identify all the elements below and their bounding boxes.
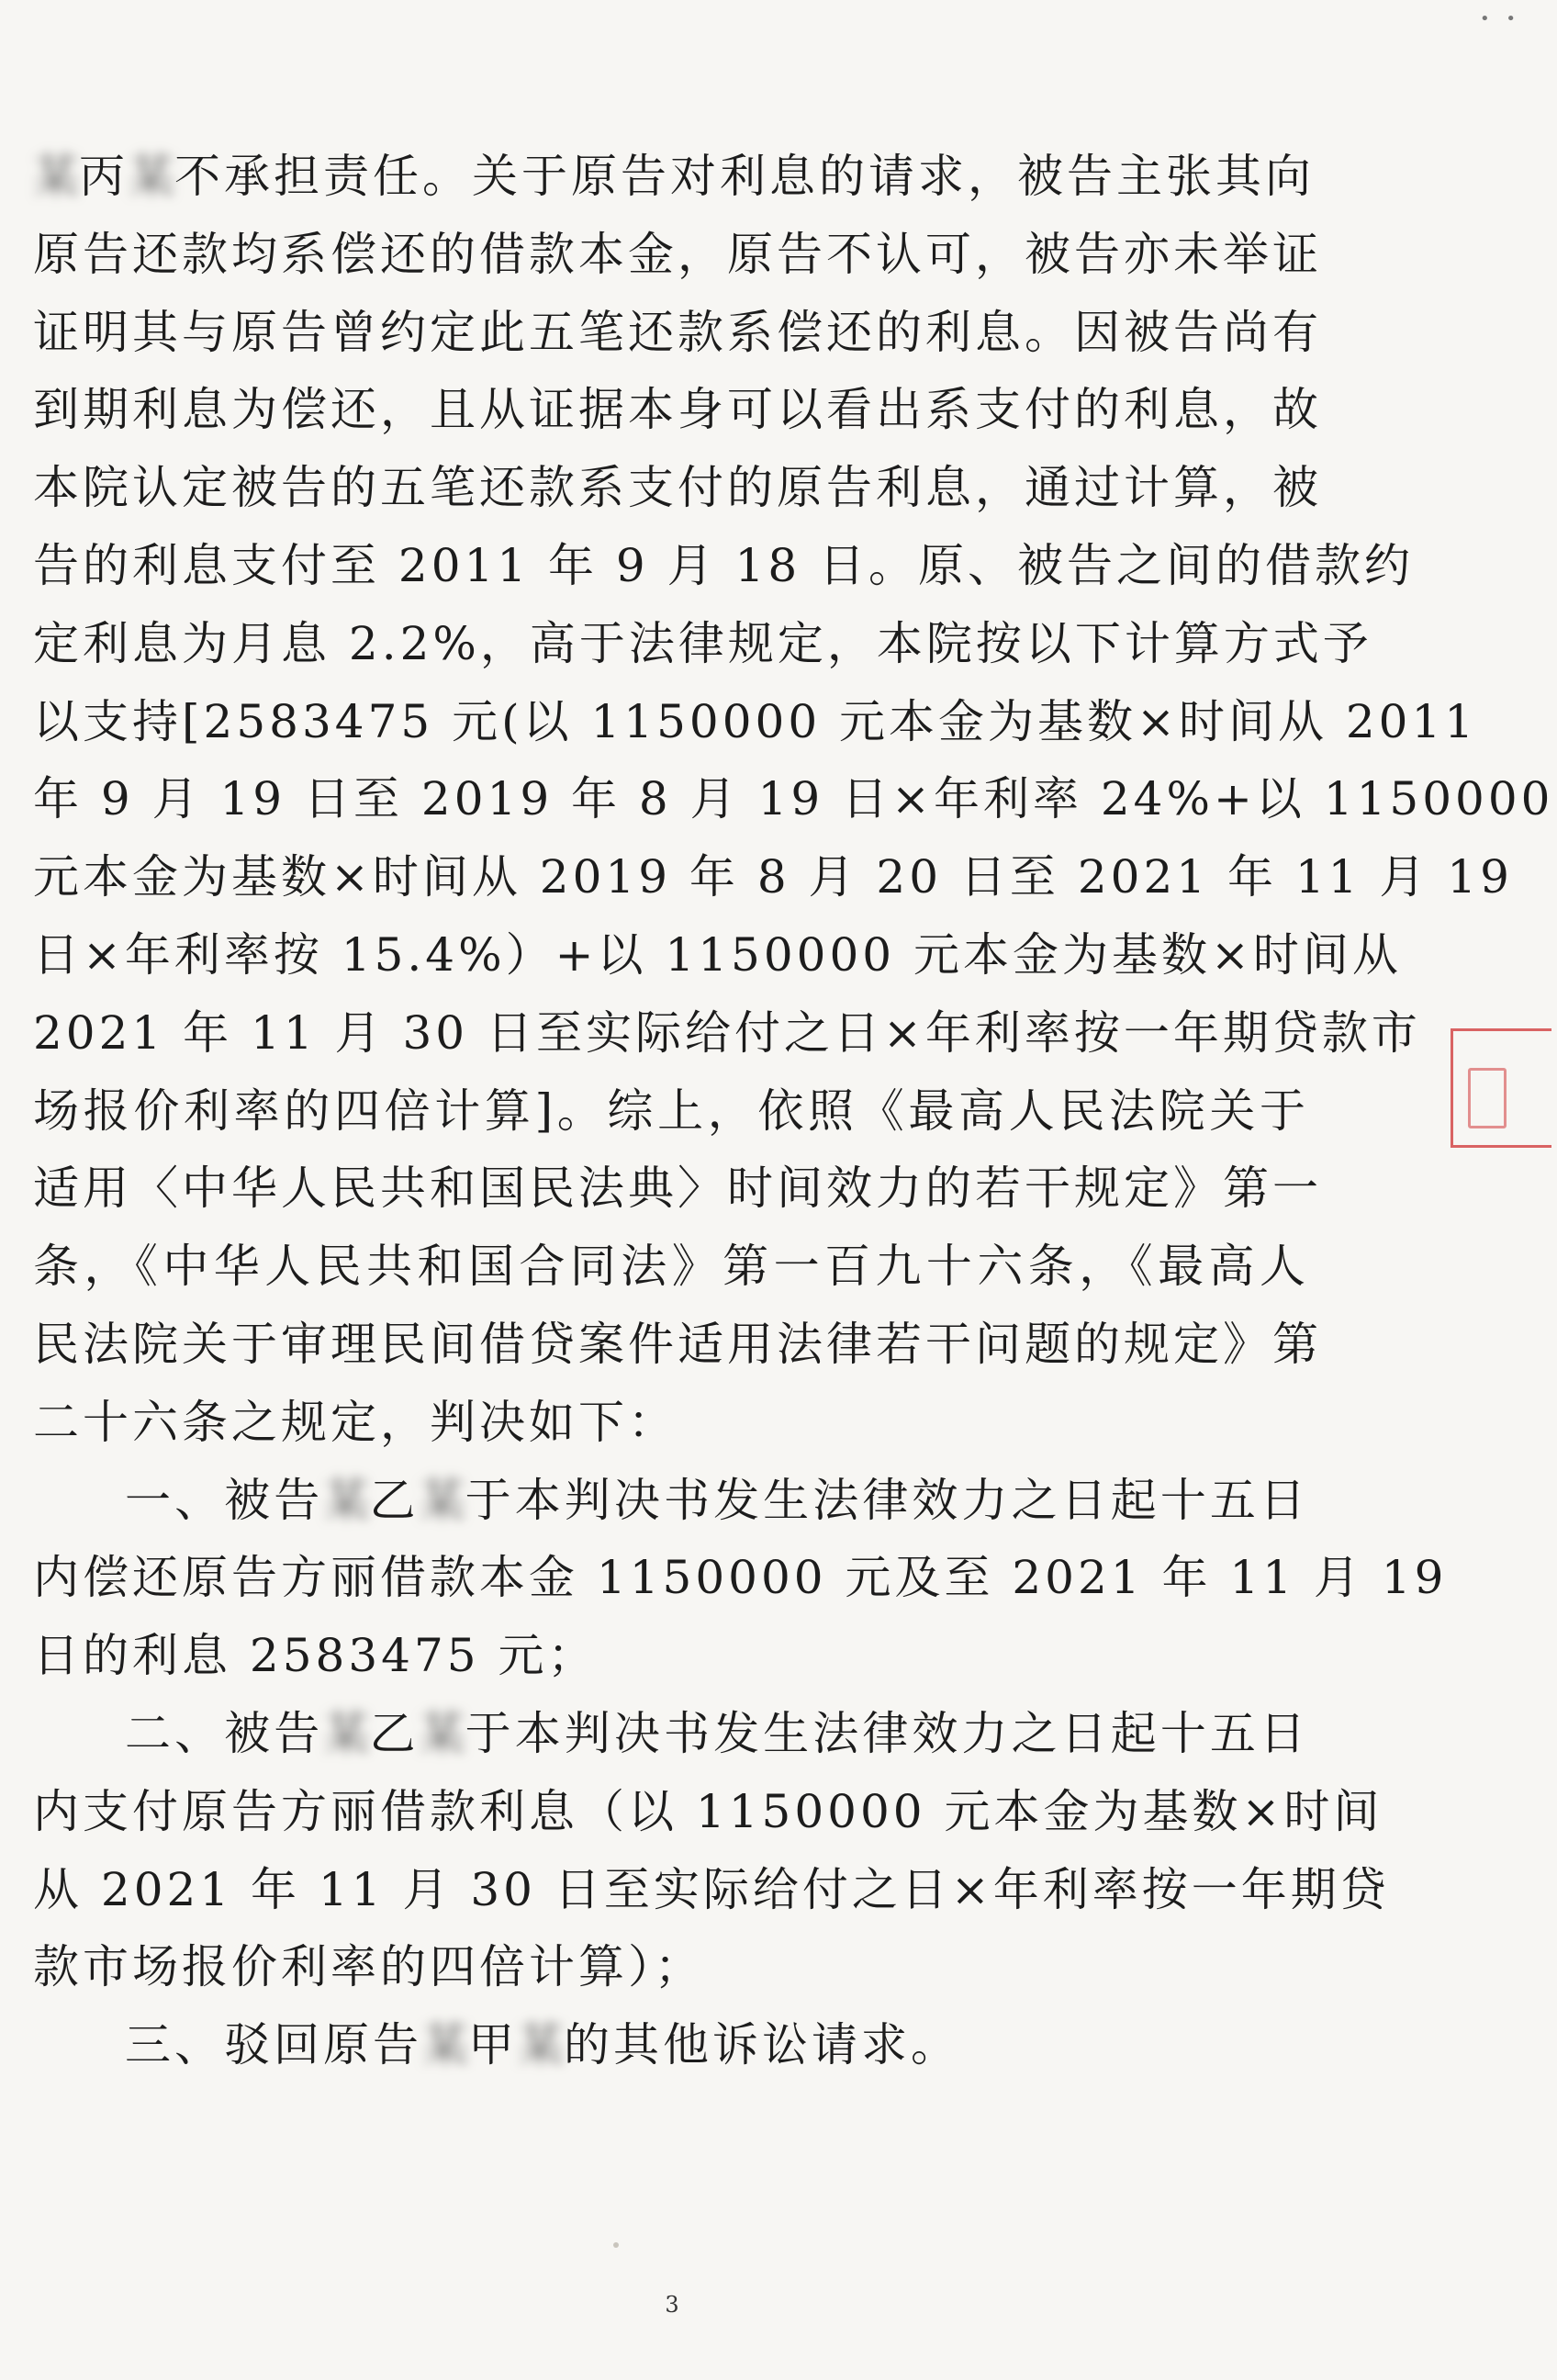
judgment-text <box>33 138 1554 2084</box>
text-line: 到期利息为偿还，且从证据本身可以看出系支付的利息，故 <box>33 383 1322 437</box>
seal-stamp <box>1451 1028 1551 1148</box>
text-line: 2021 年 11 月 30 日至实际给付之日×年利率按一年期贷款市 <box>33 1005 1421 1060</box>
party-name: 甲 <box>468 2018 518 2072</box>
text-line: 款市场报价利率的四倍计算）； <box>33 1940 704 1994</box>
text-line: 条，《中华人民共和国合同法》第一百九十六条，《最高人 <box>33 1240 1309 1294</box>
text-line: 证明其与原告曾约定此五笔还款系偿还的利息。因被告尚有 <box>33 305 1322 359</box>
text-line: 从 2021 年 11 月 30 日至实际给付之日×年利率按一年期贷 <box>33 1862 1390 1916</box>
redacted-name: 某 <box>419 1706 465 1760</box>
redacted-name: 某 <box>129 150 174 203</box>
judgment-item-1: 一、被告某乙某于本判决书发生法律效力之日起十五日 <box>33 1462 1309 1540</box>
text-line: 年 9 月 19 日至 2019 年 8 月 19 日×年利率 24%+以 1150000 <box>33 772 1554 826</box>
redacted-name: 某 <box>323 1473 370 1527</box>
party-name: 乙 <box>369 1473 420 1527</box>
text-line: 内偿还原告方丽借款本金 1150000 元及至 2021 年 11 月 19 <box>33 1551 1448 1605</box>
text-line: 二十六条之规定，判决如下： <box>33 1395 678 1449</box>
text-line: 日×年利率按 15.4%）+以 1150000 元本金为基数×时间从 <box>33 927 1402 982</box>
party-name: 丙 <box>79 150 129 203</box>
text-line: 场报价利率的四倍计算]。综上，依照《最高人民法院关于 <box>33 1083 1309 1138</box>
text-line: 民法院关于审理民间借贷案件适用法律若干问题的规定》第 <box>33 1317 1322 1371</box>
redacted-name: 某 <box>33 150 79 203</box>
judgment-item-3: 三、驳回原告某甲某的其他诉讼请求。 <box>33 2006 1309 2084</box>
redacted-name: 某 <box>518 2018 564 2072</box>
corner-mark: • • <box>1480 9 1521 28</box>
text-line: 内支付原告方丽借款利息（以 1150000 元本金为基数×时间 <box>33 1784 1383 1838</box>
party-name: 乙 <box>369 1706 420 1760</box>
text-line: 适用〈中华人民共和国民法典〉时间效力的若干规定》第一 <box>33 1162 1322 1216</box>
redacted-name: 某 <box>422 2018 468 2072</box>
paper-speck <box>613 2242 619 2248</box>
text-line: 告的利息支付至 2011 年 9 月 18 日。原、被告之间的借款约 <box>33 538 1415 592</box>
text-line: 原告还款均系偿还的借款本金，原告不认可，被告亦未举证 <box>33 227 1322 281</box>
text-line: 日的利息 2583475 元； <box>33 1629 598 1683</box>
page-number: 3 <box>665 2292 679 2318</box>
redacted-name: 某 <box>323 1706 370 1760</box>
text-line: 本院认定被告的五笔还款系支付的原告利息，通过计算，被 <box>33 461 1322 515</box>
text-line: 某丙某不承担责任。关于原告对利息的请求，被告主张其向 <box>33 138 1309 216</box>
judgment-item-2: 二、被告某乙某于本判决书发生法律效力之日起十五日 <box>33 1695 1309 1773</box>
text-line: 定利息为月息 2.2%，高于法律规定，本院按以下计算方式予 <box>33 616 1372 670</box>
redacted-name: 某 <box>419 1473 465 1527</box>
text-line: 元本金为基数×时间从 2019 年 8 月 20 日至 2021 年 11 月 19 <box>33 850 1513 904</box>
text-line: 以支持[2583475 元(以 1150000 元本金为基数×时间从 2011 <box>33 694 1478 748</box>
